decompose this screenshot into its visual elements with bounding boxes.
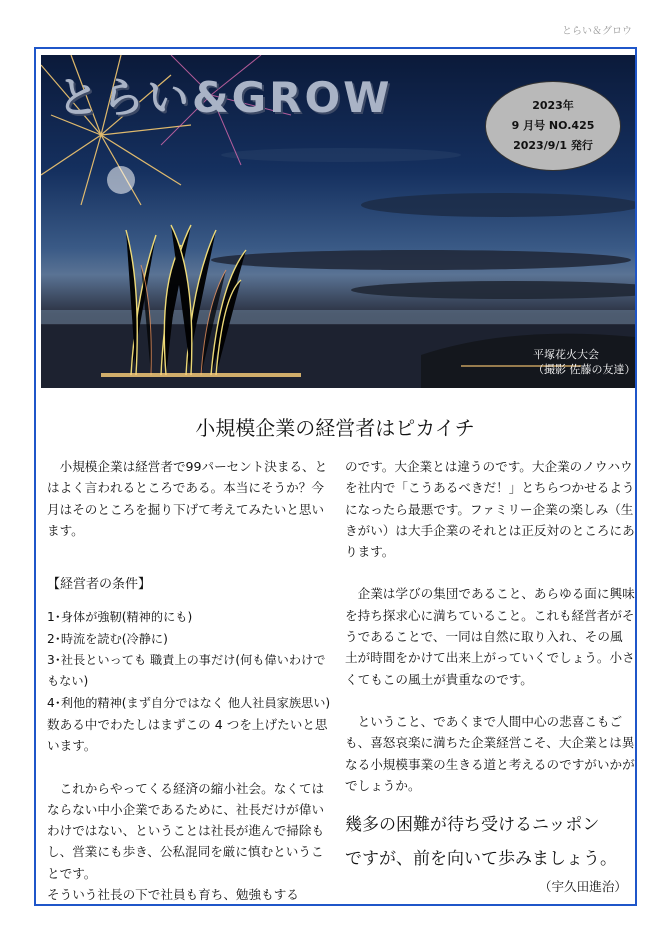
economy-paragraph-tail: そういう社長の下で社員も育ち、勉強もする (47, 887, 299, 903)
issue-badge (485, 81, 621, 171)
condition-item: 1･身体が強靭(精神的にも) (47, 610, 193, 625)
economy-paragraph: これからやってくる経済の縮小社会。なくてはならない中小企業であるために、社長だけが偉いわけではない、ということは社長が進んで掃除もし、営業にも歩き、公私混同を厳に慎むということです。 (47, 780, 325, 881)
intro-paragraph: 小規模企業は経営者で99パーセント決まる、とはよく言われるところである。本当にそうか？今月はそのところを掘り下げて考えてみたいと思います。 (47, 459, 328, 538)
family-business-paragraph: のです。大企業とは違うのです。大企業のノウハウを社内で「こうあるべきだ！」とちらつかせるようになったら最悪です。ファミリー企業の楽しみ（生きがい）は大手企業のそれとは正反対のところにあります。 (345, 459, 635, 560)
corner-label: とらい＆グロウ (562, 26, 632, 37)
photo-caption (533, 347, 635, 377)
condition-item: 4･利他的精神(まず自分ではなく 他人社員家族思い) (47, 695, 331, 710)
masthead-title: とらい&GROW (57, 73, 393, 122)
conditions-summary: 数ある中でわたしはまずこの 4 つを上げたいと思います。 (47, 716, 328, 754)
photo-caption-line1: 平塚花火大会 (533, 348, 599, 361)
closing-line2: ですが、前を向いて歩みましょう。 (345, 849, 617, 870)
author-signature: （宇久田進治） (538, 879, 627, 895)
article-headline: 小規模企業の経営者はピカイチ (195, 416, 475, 440)
learning-paragraph: 企業は学びの集団であること、あらゆる面に興味を持ち探求心に満ちていること。これも経営者がそうであることで、一同は自然に取り入れ、その風土が時間をかけて出来上がっていくでしょう。小さくてもこの風土が貴重なのです。 (345, 586, 635, 687)
closing-line1: 幾多の困難が待ち受けるニッポン (345, 815, 600, 836)
conditions-title: 【経営者の条件】 (47, 577, 152, 593)
issue-year: 2023年 (532, 99, 574, 112)
condition-item: 3･社長といっても 職責上の事だけ(何も偉いわけでもない) (47, 653, 326, 689)
issue-number: 9 月号 NO.425 (511, 119, 595, 132)
condition-item: 2･時流を読む(冷静に) (47, 631, 168, 646)
right-column (345, 456, 635, 897)
fireworks-photo (41, 55, 635, 388)
issue-date: 2023/9/1 発行 (513, 139, 593, 152)
conclusion-paragraph: ということ、であくまで人間中心の悲喜こもごも、喜怒哀楽に満ちた企業経営こそ、大企業とは異なる小規模事業の生きる道と考えるのですがいかがでしょうか。 (345, 713, 635, 793)
left-column (47, 456, 332, 905)
photo-caption-line2: （撮影 佐藤の友達） (533, 363, 635, 376)
